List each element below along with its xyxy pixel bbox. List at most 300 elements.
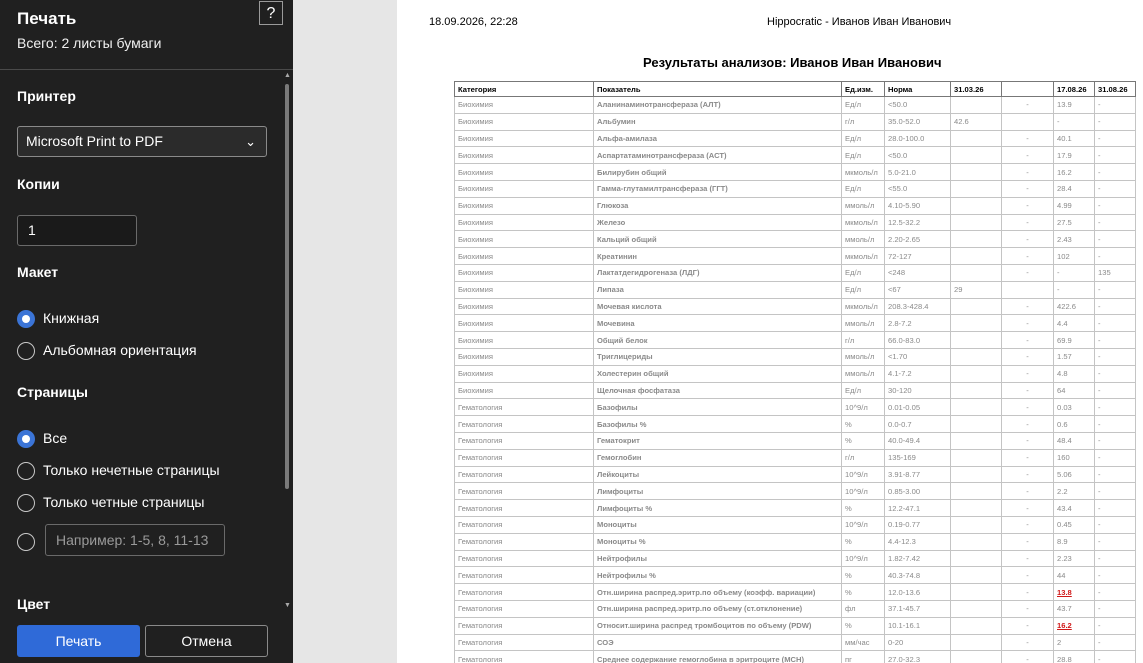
table-cell: фл (842, 600, 885, 617)
table-cell: 0.45 (1054, 516, 1095, 533)
table-cell: - (1095, 281, 1136, 298)
results-table (454, 81, 1136, 663)
table-cell: ммоль/л (842, 365, 885, 382)
table-cell: 12.0-13.6 (885, 584, 951, 601)
table-row (455, 197, 1136, 214)
settings-scroll-area[interactable] (0, 70, 293, 615)
table-cell: % (842, 416, 885, 433)
table-cell (951, 315, 1002, 332)
table-cell (951, 399, 1002, 416)
table-cell: 35.0-52.0 (885, 113, 951, 130)
table-cell: г/л (842, 332, 885, 349)
printer-value: Microsoft Print to PDF (26, 133, 163, 149)
table-row (455, 533, 1136, 550)
table-row (455, 600, 1136, 617)
table-cell (951, 516, 1002, 533)
table-cell: Щелочная фосфатаза (594, 382, 842, 399)
pages-option-label: Только четные страницы (43, 494, 205, 510)
printer-select[interactable] (17, 126, 267, 157)
table-cell: Биохимия (455, 231, 594, 248)
table-cell: Альфа-амилаза (594, 130, 842, 147)
table-cell: Биохимия (455, 382, 594, 399)
table-cell: 422.6 (1054, 298, 1095, 315)
table-cell: Холестерин общий (594, 365, 842, 382)
print-dialog-panel (0, 0, 293, 663)
sheet-count: Всего: 2 листы бумаги (17, 35, 162, 51)
table-cell: Лейкоциты (594, 466, 842, 483)
table-cell: - (1002, 298, 1054, 315)
pages-option-label: Все (43, 430, 68, 446)
table-cell: 0.01-0.05 (885, 399, 951, 416)
table-cell: 12.2-47.1 (885, 500, 951, 517)
chevron-down-icon: ⌄ (245, 134, 256, 149)
table-cell: 72-127 (885, 248, 951, 265)
table-cell: Лимфоциты (594, 483, 842, 500)
table-cell: 13.9 (1054, 97, 1095, 114)
table-cell: - (1095, 332, 1136, 349)
table-cell (951, 567, 1002, 584)
table-cell: 16.2 (1054, 164, 1095, 181)
table-cell (951, 651, 1002, 663)
table-cell: Ед/л (842, 281, 885, 298)
table-cell: 27.5 (1054, 214, 1095, 231)
table-cell: Аланинаминотрансфераза (АЛТ) (594, 97, 842, 114)
table-cell: - (1002, 466, 1054, 483)
table-cell: 37.1-45.7 (885, 600, 951, 617)
table-cell (1002, 281, 1054, 298)
table-cell: - (1002, 180, 1054, 197)
table-cell (951, 365, 1002, 382)
settings-scrollbar[interactable] (284, 72, 290, 612)
table-cell: - (1002, 214, 1054, 231)
table-cell: Моноциты % (594, 533, 842, 550)
table-cell: - (1095, 483, 1136, 500)
table-cell: <248 (885, 264, 951, 281)
table-cell: Мочевая кислота (594, 298, 842, 315)
table-cell: 208.3-428.4 (885, 298, 951, 315)
table-cell: г/л (842, 449, 885, 466)
table-cell: - (1002, 332, 1054, 349)
column-header: 31.03.26 (951, 82, 1002, 97)
table-cell: ммоль/л (842, 315, 885, 332)
table-cell: 10^9/л (842, 550, 885, 567)
table-row (455, 281, 1136, 298)
table-cell (951, 466, 1002, 483)
table-cell (951, 248, 1002, 265)
radio-checked-icon (17, 430, 35, 448)
table-cell: Гематокрит (594, 432, 842, 449)
table-cell: - (1002, 382, 1054, 399)
table-cell: 4.4-12.3 (885, 533, 951, 550)
table-cell: Гематология (455, 567, 594, 584)
table-cell (951, 214, 1002, 231)
table-cell: Биохимия (455, 197, 594, 214)
table-cell: Ед/л (842, 147, 885, 164)
table-cell: Гематология (455, 584, 594, 601)
color-label: Цвет (17, 596, 51, 612)
table-cell: Гематология (455, 516, 594, 533)
table-cell (951, 180, 1002, 197)
table-cell: - (1002, 348, 1054, 365)
scrollbar-thumb[interactable] (285, 84, 289, 489)
table-cell: 2.43 (1054, 231, 1095, 248)
table-cell: - (1002, 231, 1054, 248)
table-cell: % (842, 567, 885, 584)
dialog-footer (0, 615, 293, 663)
table-cell: 0.0-0.7 (885, 416, 951, 433)
table-cell: 10^9/л (842, 399, 885, 416)
table-cell: Гематология (455, 600, 594, 617)
table-cell: Железо (594, 214, 842, 231)
table-row (455, 483, 1136, 500)
column-header: Норма (885, 82, 951, 97)
table-cell: 135 (1095, 264, 1136, 281)
table-cell: 2.8-7.2 (885, 315, 951, 332)
table-cell: - (1095, 180, 1136, 197)
layout-option-label: Альбомная ориентация (43, 342, 197, 358)
table-cell: % (842, 584, 885, 601)
table-cell: <67 (885, 281, 951, 298)
table-cell: Нейтрофилы (594, 550, 842, 567)
table-cell: - (1002, 97, 1054, 114)
table-cell (951, 164, 1002, 181)
table-cell: - (1095, 214, 1136, 231)
table-cell: - (1095, 550, 1136, 567)
table-cell: 44 (1054, 567, 1095, 584)
table-cell: % (842, 432, 885, 449)
dialog-title: Печать (17, 9, 77, 28)
table-cell: Биохимия (455, 281, 594, 298)
table-cell: ммоль/л (842, 231, 885, 248)
table-cell: 28.0-100.0 (885, 130, 951, 147)
column-header: 17.08.26 (1054, 82, 1095, 97)
table-row (455, 516, 1136, 533)
table-cell: Общий белок (594, 332, 842, 349)
table-cell (1002, 113, 1054, 130)
table-cell: Биохимия (455, 97, 594, 114)
table-cell: 5.06 (1054, 466, 1095, 483)
table-cell (951, 197, 1002, 214)
table-cell: 8.9 (1054, 533, 1095, 550)
table-header-row (455, 82, 1136, 97)
table-cell: Биохимия (455, 315, 594, 332)
table-row (455, 651, 1136, 663)
table-cell (951, 332, 1002, 349)
pages-option-custom[interactable] (17, 531, 43, 553)
table-cell: мм/час (842, 634, 885, 651)
table-cell (951, 231, 1002, 248)
table-cell: 1.57 (1054, 348, 1095, 365)
table-cell: Биохимия (455, 164, 594, 181)
table-cell: Лимфоциты % (594, 500, 842, 517)
table-cell: Гематология (455, 432, 594, 449)
table-cell: Гематология (455, 634, 594, 651)
table-row (455, 500, 1136, 517)
table-cell: - (1002, 533, 1054, 550)
printer-label: Принтер (17, 88, 76, 104)
table-cell: 13.8 (1054, 584, 1095, 601)
layout-option-portrait[interactable] (17, 308, 99, 330)
table-cell: Лактатдегидрогеназа (ЛДГ) (594, 264, 842, 281)
table-cell: Ед/л (842, 130, 885, 147)
pages-option-even[interactable] (17, 492, 204, 514)
table-cell: 0.19-0.77 (885, 516, 951, 533)
table-cell: - (1054, 113, 1095, 130)
table-cell: мкмоль/л (842, 298, 885, 315)
table-cell (951, 584, 1002, 601)
table-cell (951, 483, 1002, 500)
table-cell: 29 (951, 281, 1002, 298)
table-cell: - (1002, 651, 1054, 663)
table-row (455, 584, 1136, 601)
table-row (455, 567, 1136, 584)
table-cell: 48.4 (1054, 432, 1095, 449)
table-cell: Креатинин (594, 248, 842, 265)
column-header: Категория (455, 82, 594, 97)
table-cell (951, 298, 1002, 315)
custom-pages-input[interactable]: Например: 1-5, 8, 11-13 (45, 524, 225, 556)
table-cell: пг (842, 651, 885, 663)
table-cell: Гематология (455, 533, 594, 550)
table-cell: Биохимия (455, 264, 594, 281)
table-cell (951, 533, 1002, 550)
table-cell: - (1002, 416, 1054, 433)
table-row (455, 617, 1136, 634)
table-cell: Базофилы % (594, 416, 842, 433)
table-cell: - (1095, 164, 1136, 181)
print-button[interactable]: Печать (17, 625, 140, 657)
layout-option-label: Книжная (43, 310, 100, 326)
table-cell: - (1002, 584, 1054, 601)
table-cell: 40.0-49.4 (885, 432, 951, 449)
table-cell: - (1002, 550, 1054, 567)
table-cell: ммоль/л (842, 197, 885, 214)
table-cell: Биохимия (455, 130, 594, 147)
table-row (455, 248, 1136, 265)
table-row (455, 466, 1136, 483)
table-cell: - (1095, 600, 1136, 617)
table-cell: Гематология (455, 416, 594, 433)
table-cell: - (1002, 600, 1054, 617)
table-cell: 27.0-32.3 (885, 651, 951, 663)
column-header: 31.08.26 (1095, 82, 1136, 97)
radio-unchecked-icon (17, 494, 35, 512)
table-cell: Биохимия (455, 147, 594, 164)
table-cell: - (1002, 483, 1054, 500)
table-cell: 5.0-21.0 (885, 164, 951, 181)
table-cell: - (1002, 449, 1054, 466)
table-cell: мкмоль/л (842, 248, 885, 265)
table-row (455, 231, 1136, 248)
table-cell: <1.70 (885, 348, 951, 365)
table-row (455, 416, 1136, 433)
table-cell: - (1002, 264, 1054, 281)
table-cell (951, 449, 1002, 466)
table-cell: Ед/л (842, 264, 885, 281)
table-cell: 10.1-16.1 (885, 617, 951, 634)
table-cell: Глюкоза (594, 197, 842, 214)
radio-unchecked-icon (17, 462, 35, 480)
table-cell: <50.0 (885, 147, 951, 164)
table-cell: 12.5-32.2 (885, 214, 951, 231)
table-cell: 10^9/л (842, 483, 885, 500)
table-cell: Базофилы (594, 399, 842, 416)
scroll-up-icon[interactable]: ▲ (284, 72, 291, 79)
table-body (455, 97, 1136, 663)
table-cell: - (1095, 617, 1136, 634)
table-cell: 40.1 (1054, 130, 1095, 147)
table-cell: - (1095, 584, 1136, 601)
table-row (455, 147, 1136, 164)
table-cell: - (1002, 432, 1054, 449)
table-cell: мкмоль/л (842, 214, 885, 231)
table-cell: - (1002, 130, 1054, 147)
table-cell: - (1054, 281, 1095, 298)
copies-input[interactable]: 1 (17, 215, 137, 246)
table-cell: - (1002, 365, 1054, 382)
radio-checked-icon (17, 310, 35, 328)
table-cell: Биохимия (455, 113, 594, 130)
table-cell (951, 600, 1002, 617)
table-cell: 28.8 (1054, 651, 1095, 663)
table-cell: 4.10-5.90 (885, 197, 951, 214)
table-cell: - (1095, 365, 1136, 382)
table-cell: 43.7 (1054, 600, 1095, 617)
preview-page (397, 0, 1143, 663)
table-cell: 135-169 (885, 449, 951, 466)
table-cell: Гематология (455, 399, 594, 416)
table-cell: Гематология (455, 483, 594, 500)
radio-unchecked-icon (17, 533, 35, 551)
table-cell: - (1095, 298, 1136, 315)
table-cell: ммоль/л (842, 348, 885, 365)
table-cell: - (1095, 516, 1136, 533)
table-cell (951, 432, 1002, 449)
table-cell: Липаза (594, 281, 842, 298)
radio-unchecked-icon (17, 342, 35, 360)
table-cell: % (842, 617, 885, 634)
table-cell: - (1095, 634, 1136, 651)
scroll-down-icon[interactable]: ▼ (284, 602, 291, 609)
table-cell: - (1002, 567, 1054, 584)
table-cell: 3.91-8.77 (885, 466, 951, 483)
table-cell: Ед/л (842, 180, 885, 197)
table-cell: Биохимия (455, 365, 594, 382)
table-cell (951, 382, 1002, 399)
document-title: Результаты анализов: Иванов Иван Иванович (643, 55, 942, 70)
table-cell: <55.0 (885, 180, 951, 197)
table-cell: - (1095, 231, 1136, 248)
help-button[interactable]: ? (259, 1, 283, 25)
pages-option-odd[interactable] (17, 460, 220, 482)
table-cell (951, 416, 1002, 433)
copies-label: Копии (17, 176, 60, 192)
table-cell: - (1095, 416, 1136, 433)
table-cell: - (1002, 197, 1054, 214)
table-cell: Гематология (455, 550, 594, 567)
table-cell: - (1095, 382, 1136, 399)
table-cell: 102 (1054, 248, 1095, 265)
table-row (455, 399, 1136, 416)
table-row (455, 214, 1136, 231)
table-cell: Мочевина (594, 315, 842, 332)
table-cell: 69.9 (1054, 332, 1095, 349)
table-cell: - (1002, 634, 1054, 651)
table-cell: Биохимия (455, 332, 594, 349)
cancel-button[interactable]: Отмена (145, 625, 268, 657)
table-cell: Триглицериды (594, 348, 842, 365)
pages-option-all[interactable] (17, 428, 67, 450)
column-header (1002, 82, 1054, 97)
table-cell: Аспартатаминотрансфераза (АСТ) (594, 147, 842, 164)
table-cell: 0.03 (1054, 399, 1095, 416)
table-cell: 4.4 (1054, 315, 1095, 332)
table-cell: Альбумин (594, 113, 842, 130)
table-cell: - (1095, 97, 1136, 114)
table-row (455, 130, 1136, 147)
table-cell: Гематология (455, 651, 594, 663)
column-header: Показатель (594, 82, 842, 97)
print-preview[interactable] (293, 0, 1143, 663)
table-cell: 16.2 (1054, 617, 1095, 634)
table-cell: % (842, 500, 885, 517)
table-cell: Билирубин общий (594, 164, 842, 181)
table-cell: - (1054, 264, 1095, 281)
layout-option-landscape[interactable] (17, 340, 197, 362)
table-cell: Биохимия (455, 348, 594, 365)
table-cell (951, 348, 1002, 365)
table-row (455, 113, 1136, 130)
table-row (455, 315, 1136, 332)
table-cell: Среднее содержание гемоглобина в эритроците (MCH) (594, 651, 842, 663)
table-row (455, 432, 1136, 449)
table-cell: 4.1-7.2 (885, 365, 951, 382)
table-cell: Гематология (455, 617, 594, 634)
table-cell: Биохимия (455, 298, 594, 315)
table-cell: Гематология (455, 466, 594, 483)
table-cell (951, 617, 1002, 634)
table-cell: 10^9/л (842, 466, 885, 483)
layout-label: Макет (17, 264, 59, 280)
table-row (455, 550, 1136, 567)
table-cell: мкмоль/л (842, 164, 885, 181)
table-cell: Моноциты (594, 516, 842, 533)
table-cell (951, 634, 1002, 651)
table-cell: Гематология (455, 500, 594, 517)
table-cell: Гамма-глутамилтрансфераза (ГГТ) (594, 180, 842, 197)
table-cell: - (1095, 130, 1136, 147)
table-row (455, 180, 1136, 197)
table-cell: - (1095, 466, 1136, 483)
table-cell: 30-120 (885, 382, 951, 399)
table-row (455, 264, 1136, 281)
table-cell: 0.85-3.00 (885, 483, 951, 500)
table-cell: - (1002, 315, 1054, 332)
table-cell: 2.20-2.65 (885, 231, 951, 248)
table-cell: - (1002, 500, 1054, 517)
table-cell: Кальций общий (594, 231, 842, 248)
table-cell: - (1095, 399, 1136, 416)
table-cell: 42.6 (951, 113, 1002, 130)
table-row (455, 332, 1136, 349)
table-cell: Гематология (455, 449, 594, 466)
table-cell: - (1095, 651, 1136, 663)
table-cell: 2.2 (1054, 483, 1095, 500)
table-cell: 0-20 (885, 634, 951, 651)
table-cell: - (1095, 113, 1136, 130)
table-cell: Отн.ширина распред.эритр.по объему (ст.отклонение) (594, 600, 842, 617)
column-header: Ед.изм. (842, 82, 885, 97)
